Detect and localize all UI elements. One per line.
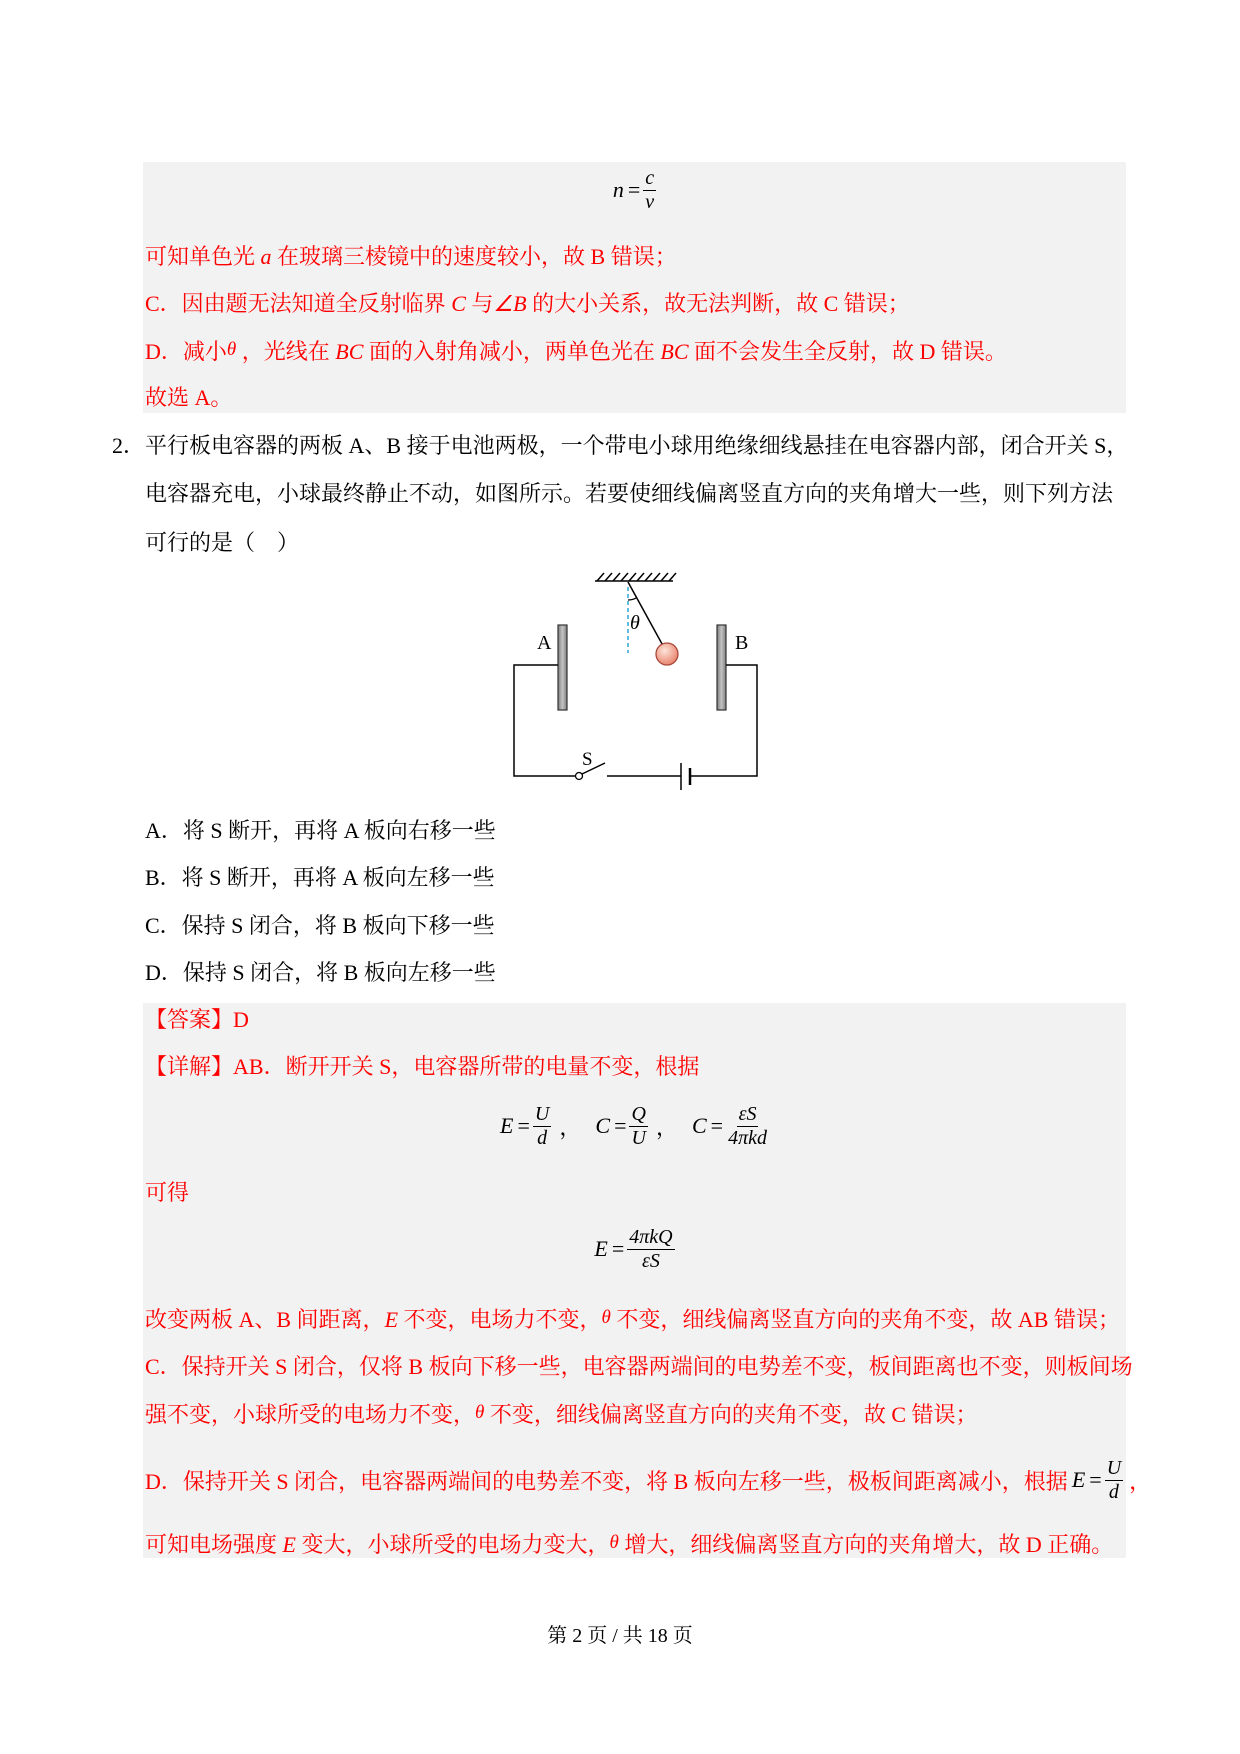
formula	[613, 167, 656, 214]
answer-label: 【答案】	[145, 1007, 234, 1032]
page-footer: 第 2 页 / 共 18 页	[547, 1625, 693, 1647]
text-segment: 增大，细线偏离竖直方向的夹角增大，故 D 正确。	[618, 1532, 1114, 1557]
solution-line-b	[145, 242, 677, 272]
text-segment: 不变，电场力不变，	[398, 1307, 602, 1332]
fraction-denominator: 4πkd	[728, 1126, 767, 1149]
formula-field-strength-inline	[1072, 1457, 1123, 1504]
explanation-kede: 可得	[145, 1180, 190, 1205]
explanation-label: 【详解】	[145, 1054, 234, 1079]
formula-refractive-index	[143, 165, 1126, 215]
math-theta: θ	[475, 1402, 485, 1423]
fraction-denominator: εS	[641, 1249, 660, 1272]
question-stem-line-3: 可行的是（ ）	[145, 530, 300, 555]
formula-equals: =	[627, 177, 641, 202]
math-variable: a	[260, 244, 272, 269]
fraction-numerator: c	[645, 166, 655, 189]
formula-lhs: C	[691, 1113, 707, 1138]
explanation-line-d1	[145, 1455, 1151, 1505]
plate-a-label: A	[537, 632, 552, 654]
formula-equals: =	[611, 1236, 625, 1261]
fraction	[533, 1103, 551, 1150]
fraction	[726, 1103, 769, 1150]
solution-conclusion: 故选 A。	[145, 385, 233, 410]
text-segment: 的大小关系，故无法判断，故 C 错误；	[526, 291, 910, 316]
text-segment: 改变两板 A、B 间距离，	[145, 1307, 385, 1332]
formula-lhs: E	[1071, 1467, 1086, 1492]
math-variable: C	[451, 291, 466, 316]
charged-ball	[656, 643, 678, 665]
math-theta: θ	[601, 1307, 611, 1328]
fraction	[643, 167, 656, 214]
angle-theta-label: θ	[630, 612, 640, 634]
math-variable: BC	[335, 339, 364, 364]
fraction-numerator: 4πkQ	[629, 1225, 673, 1248]
text-segment: ，光线在	[236, 339, 336, 364]
question-stem-line-1	[112, 431, 1128, 461]
option-b: B．将 S 断开，再将 A 板向左移一些	[145, 865, 495, 890]
solution-line-c	[145, 289, 910, 319]
fraction	[629, 1103, 647, 1150]
fraction-denominator: d	[537, 1126, 548, 1149]
formula-group-capacitor	[143, 1101, 1126, 1151]
text-segment: ，	[1129, 1468, 1152, 1494]
text-segment: 在玻璃三棱镜中的速度较小，故 B 错误；	[271, 244, 677, 269]
fraction-numerator: U	[534, 1102, 550, 1125]
fraction-numerator: εS	[738, 1102, 757, 1125]
formula-capacitance-def	[595, 1103, 648, 1150]
math-theta: θ	[226, 339, 237, 360]
text-segment: C．因由题无法知道全反射临界	[145, 291, 452, 316]
fraction-denominator: d	[1108, 1480, 1119, 1503]
question-number: 2．	[112, 433, 146, 458]
plate-b	[717, 625, 726, 710]
text-segment: D．保持开关 S 闭合，电容器两端间的电势差不变，将 B 板向左移一些，极板间距离减小，根据	[145, 1468, 1068, 1494]
explanation-text: AB．断开开关 S，电容器所带的电量不变，根据	[233, 1054, 700, 1079]
answer-value: D	[233, 1007, 249, 1032]
text-segment: 不变，细线偏离竖直方向的夹角不变，故 C 错误；	[484, 1402, 978, 1427]
text-segment: 面不会发生全反射，故 D 错误。	[688, 339, 1007, 364]
formula-equals: =	[614, 1113, 627, 1138]
explanation-line-d2	[145, 1530, 1113, 1560]
plate-b-label: B	[735, 632, 749, 654]
question-stem-line-2: 电容器充电，小球最终静止不动，如图所示。若要使细线偏离竖直方向的夹角增大一些，则下列方法	[145, 481, 1114, 506]
angle-arc	[628, 598, 636, 600]
text-segment: 可知电场强度	[145, 1532, 283, 1557]
answer-line	[145, 1005, 249, 1035]
formula-field-strength	[500, 1103, 551, 1150]
formula-equals: =	[1089, 1467, 1102, 1492]
text-segment: 面的入射角减小，两单色光在	[363, 339, 661, 364]
ceiling-hatch	[595, 573, 676, 581]
text-segment: 强不变，小球所受的电场力不变，	[145, 1402, 476, 1427]
fraction	[1105, 1457, 1123, 1504]
text-segment: D．减小	[145, 339, 227, 364]
fraction-denominator: v	[645, 190, 655, 213]
fraction-numerator: Q	[631, 1102, 646, 1125]
capacitor-pendulum-figure	[500, 565, 770, 800]
fraction-numerator: U	[1106, 1456, 1122, 1479]
text-segment: 变大，小球所受的电场力变大，	[295, 1532, 610, 1557]
formula-lhs: E	[500, 1113, 514, 1138]
formula-lhs: n	[612, 177, 624, 202]
math-variable: E	[384, 1307, 399, 1332]
option-c: C．保持 S 闭合，将 B 板向下移一些	[145, 913, 495, 938]
formula-separator: ，	[559, 1114, 582, 1140]
formula	[594, 1226, 674, 1273]
switch-pivot	[576, 773, 583, 780]
explanation-intro	[145, 1052, 699, 1082]
plate-a	[558, 625, 567, 710]
text-segment: 可知单色光	[145, 244, 261, 269]
question-text: 平行板电容器的两板 A、B 接于电池两极，一个带电小球用绝缘细线悬挂在电容器内部，闭合开关 S，	[145, 433, 1129, 458]
option-a: A．将 S 断开，再将 A 板向右移一些	[145, 818, 496, 843]
formula-separator: ，	[655, 1114, 678, 1140]
math-variable: E	[282, 1532, 296, 1557]
math-variable: BC	[660, 339, 689, 364]
option-d: D．保持 S 闭合，将 B 板向左移一些	[145, 960, 496, 985]
explanation-line-ab	[145, 1305, 1120, 1335]
explanation-line-c2	[145, 1400, 978, 1430]
formula-derived-field	[143, 1224, 1126, 1274]
formula-equals: =	[710, 1113, 724, 1138]
formula-equals: =	[517, 1113, 530, 1138]
math-theta: θ	[609, 1532, 619, 1553]
formula-lhs: E	[594, 1236, 608, 1261]
fraction	[627, 1226, 674, 1273]
explanation-line-c1: C．保持开关 S 闭合，仅将 B 板向下移一些，电容器两端间的电势差不变，板间距离也不变，则板间场	[145, 1354, 1133, 1379]
math-angle: ∠B	[493, 291, 527, 316]
text-segment: 不变，细线偏离竖直方向的夹角不变，故 AB 错误；	[610, 1307, 1120, 1332]
fraction-denominator: U	[631, 1126, 646, 1149]
switch-label: S	[582, 749, 593, 770]
formula-capacitance-plate	[692, 1103, 769, 1150]
text-segment: 与	[465, 291, 494, 316]
formula-lhs: C	[595, 1113, 611, 1138]
solution-line-d	[145, 337, 1007, 367]
